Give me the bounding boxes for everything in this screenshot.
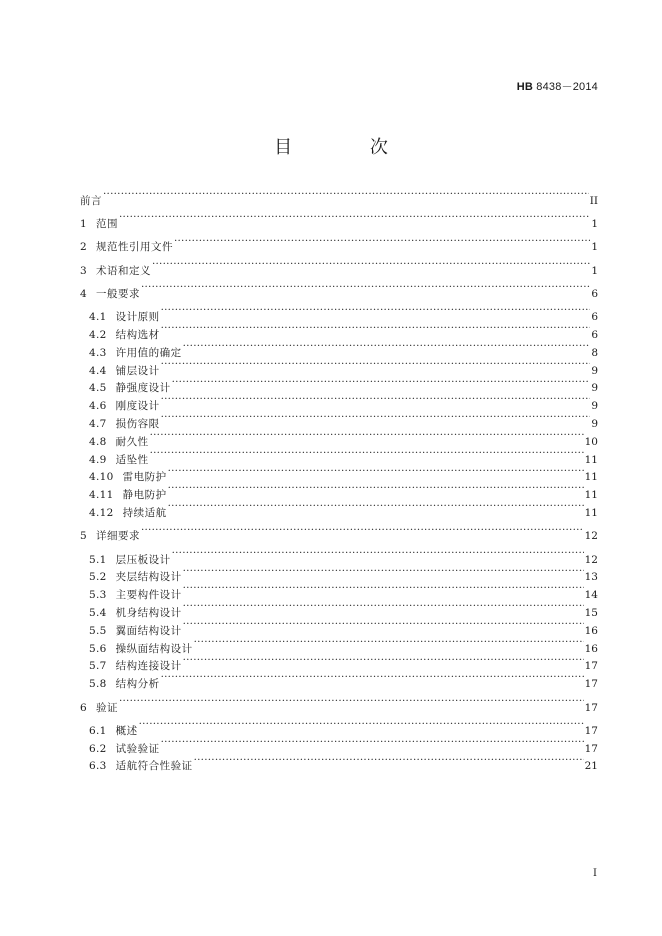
toc-entry-number: 4.9 <box>89 453 107 466</box>
dot-leader <box>174 233 590 251</box>
toc-entry-number: 4.4 <box>89 364 107 377</box>
dot-leader <box>183 338 591 356</box>
dot-leader <box>183 652 584 670</box>
toc-entry-number: 6 <box>80 701 87 714</box>
toc-entry-number: 4.1 <box>89 311 107 324</box>
dot-leader <box>150 427 584 445</box>
toc-entry-title: 翼面结构设计 <box>115 624 182 637</box>
toc-entry-page: 9 <box>591 418 598 431</box>
toc-entry-number: 1 <box>80 218 87 231</box>
toc-entry-title: 持续适航 <box>122 507 167 520</box>
dot-leader <box>152 256 590 274</box>
toc-entry-number: 4.3 <box>89 346 107 359</box>
dot-leader <box>168 480 584 498</box>
dot-leader <box>161 669 584 687</box>
toc-entry-number: 5.1 <box>89 553 107 566</box>
toc-entry-page: 9 <box>591 364 598 377</box>
toc-entry-page: 14 <box>584 589 598 602</box>
toc-entry-number: 5.2 <box>89 571 107 584</box>
toc-entry-number: 5.3 <box>89 589 107 602</box>
toc-entry-page: 12 <box>584 553 598 566</box>
dot-leader <box>161 409 591 427</box>
page-folio: I <box>593 868 597 879</box>
toc-entry-page: 13 <box>584 571 598 584</box>
toc-entry-title: 机身结构设计 <box>115 607 182 620</box>
toc-entry-title: 术语和定义 <box>95 264 151 277</box>
toc-entry-page: 8 <box>591 346 598 359</box>
toc-entry-page: 17 <box>584 660 598 673</box>
toc-entry-title: 验证 <box>95 701 118 714</box>
toc-entry-page: 9 <box>591 400 598 413</box>
toc-entry-page: 16 <box>584 624 598 637</box>
toc-entry-4-1[interactable] <box>80 302 598 324</box>
dot-leader <box>161 320 591 338</box>
toc-entry-title: 结构分析 <box>115 678 160 691</box>
dot-leader <box>183 598 584 616</box>
toc-entry-number: 5.4 <box>89 607 107 620</box>
dot-leader <box>119 209 590 227</box>
toc-entry-number: 5 <box>80 530 87 543</box>
toc-entry-number: 3 <box>80 264 87 277</box>
toc-entry-6-1[interactable] <box>80 716 598 737</box>
toc-entry-number: 4.8 <box>89 435 107 448</box>
toc-entry-page: 11 <box>584 471 598 484</box>
toc-entry-title: 一般要求 <box>95 287 140 300</box>
table-of-contents <box>80 186 598 773</box>
toc-entry-title: 静强度设计 <box>115 382 171 395</box>
toc-entry-page: 12 <box>584 530 598 543</box>
dot-leader <box>194 634 584 652</box>
toc-entry-page: 21 <box>584 760 598 773</box>
toc-entry-title: 范围 <box>95 218 118 231</box>
toc-entry-4[interactable] <box>80 279 598 300</box>
toc-entry-page: 17 <box>584 742 598 755</box>
toc-entry-title: 主要构件设计 <box>115 589 182 602</box>
toc-entry-page: 11 <box>584 453 598 466</box>
dot-leader <box>161 302 591 320</box>
toc-entry-title: 详细要求 <box>95 530 140 543</box>
toc-entry-number: 4.5 <box>89 382 107 395</box>
toc-entry-title: 概述 <box>115 724 138 737</box>
toc-entry-title: 结构连接设计 <box>115 660 182 673</box>
dot-leader <box>172 545 584 563</box>
toc-entry-page: 16 <box>584 642 598 655</box>
toc-entry-number: 6.3 <box>89 760 107 773</box>
toc-entry-title: 结构选材 <box>115 329 160 342</box>
toc-entry-number: 6.2 <box>89 742 107 755</box>
toc-entry-number: 4.2 <box>89 329 107 342</box>
dot-leader <box>150 445 584 463</box>
dot-leader <box>119 693 584 711</box>
toc-entry-4-8[interactable] <box>80 427 598 448</box>
toc-entry-page: II <box>589 194 598 207</box>
toc-entry-1[interactable] <box>80 209 598 231</box>
toc-entry-page: 11 <box>584 507 598 520</box>
toc-entry-page: 15 <box>584 607 598 620</box>
toc-entry-number: 4.10 <box>89 471 114 484</box>
toc-entry-title: 层压板设计 <box>115 553 171 566</box>
toc-entry-page: 10 <box>584 435 598 448</box>
toc-entry-number: 4.7 <box>89 418 107 431</box>
dot-leader <box>141 522 584 540</box>
toc-entry-number: 4.11 <box>89 489 114 502</box>
toc-entry-number: 5.8 <box>89 678 107 691</box>
toc-entry-5-1[interactable] <box>80 545 598 566</box>
standard-code: HB <box>516 81 533 93</box>
dot-leader <box>183 563 584 581</box>
toc-entry-title: 雷电防护 <box>122 471 167 484</box>
toc-entry-page: 9 <box>591 382 598 395</box>
dot-leader <box>103 186 589 204</box>
toc-entry-number: 5.5 <box>89 624 107 637</box>
toc-entry-page: 17 <box>584 724 598 737</box>
standard-number: 8438－2014 <box>536 81 598 93</box>
toc-entry-number: 2 <box>80 241 87 254</box>
toc-entry-page: 6 <box>591 287 598 300</box>
toc-entry-foreword[interactable] <box>80 186 598 207</box>
toc-entry-title: 前言 <box>80 194 102 207</box>
dot-leader <box>172 374 591 392</box>
toc-entry-page: 6 <box>591 311 598 324</box>
toc-entry-number: 4 <box>80 287 87 300</box>
toc-entry-page: 17 <box>584 701 598 714</box>
toc-entry-title: 耐久性 <box>115 435 149 448</box>
toc-entry-2[interactable] <box>80 233 598 254</box>
dot-leader <box>161 734 584 752</box>
toc-entry-number: 4.12 <box>89 507 114 520</box>
toc-entry-3[interactable] <box>80 256 598 277</box>
toc-entry-title: 损伤容限 <box>115 418 160 431</box>
toc-entry-number: 5.6 <box>89 642 107 655</box>
toc-entry-6-2[interactable] <box>80 734 598 755</box>
toc-entry-title: 试验验证 <box>115 742 160 755</box>
toc-entry-4-9[interactable] <box>80 445 598 466</box>
toc-entry-title: 设计原则 <box>115 311 160 324</box>
dot-leader <box>141 279 590 297</box>
toc-entry-title: 适坠性 <box>115 453 149 466</box>
toc-entry-title: 夹层结构设计 <box>115 571 182 584</box>
dot-leader <box>183 580 584 598</box>
toc-entry-page: 1 <box>591 241 598 254</box>
toc-entry-number: 4.6 <box>89 400 107 413</box>
toc-entry-page: 11 <box>584 489 598 502</box>
dot-leader <box>161 391 591 409</box>
toc-entry-title: 许用值的确定 <box>115 346 182 359</box>
toc-entry-title: 刚度设计 <box>115 400 160 413</box>
dot-leader <box>194 752 584 770</box>
toc-entry-title: 操纵面结构设计 <box>115 642 193 655</box>
toc-entry-page: 1 <box>591 218 598 231</box>
toc-entry-title: 适航符合性验证 <box>115 760 193 773</box>
standard-number-header <box>517 78 598 94</box>
toc-entry-page: 1 <box>591 264 598 277</box>
toc-entry-title: 静电防护 <box>122 489 167 502</box>
toc-entry-page: 6 <box>591 329 598 342</box>
toc-entry-title: 铺层设计 <box>115 364 160 377</box>
toc-entry-6[interactable] <box>80 693 598 714</box>
dot-leader <box>183 616 584 634</box>
page-title: 目 次 <box>274 137 424 158</box>
toc-entry-5[interactable] <box>80 522 598 543</box>
dot-leader <box>161 356 591 374</box>
dot-leader <box>139 716 584 734</box>
toc-entry-number: 5.7 <box>89 660 107 673</box>
toc-entry-4-10[interactable] <box>80 463 598 484</box>
toc-entry-number: 6.1 <box>89 724 107 737</box>
dot-leader <box>168 463 584 481</box>
toc-entry-page: 17 <box>584 678 598 691</box>
dot-leader <box>168 498 584 516</box>
toc-entry-title: 规范性引用文件 <box>95 241 173 254</box>
